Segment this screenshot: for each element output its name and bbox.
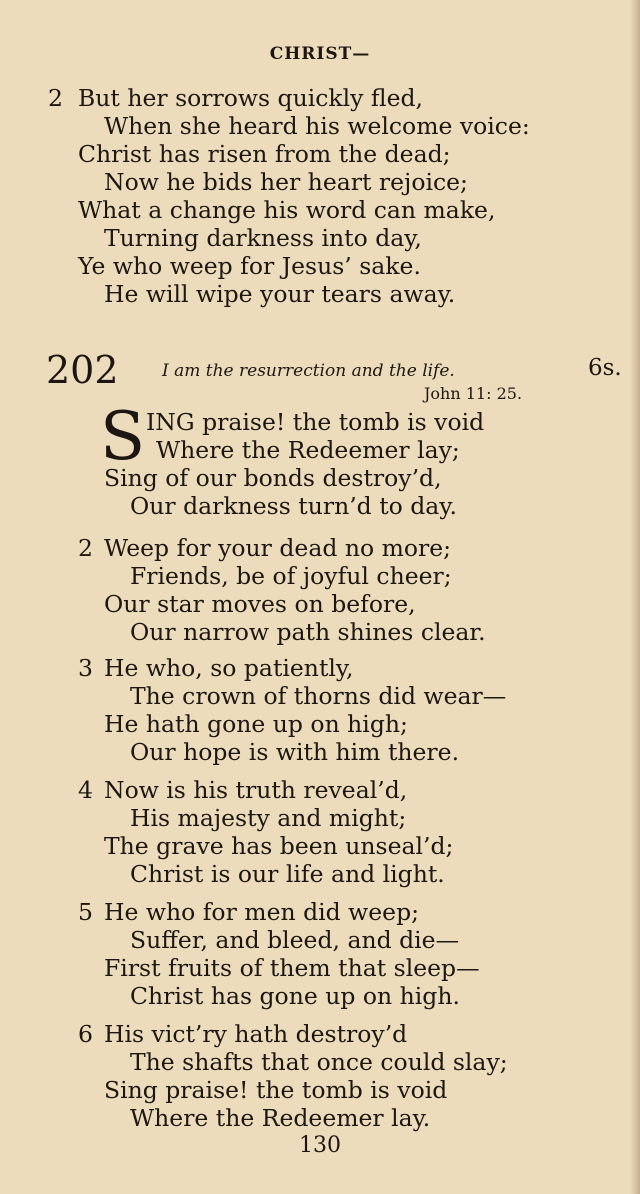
hymn-number: 202 [46,348,119,392]
verse-line: Turning darkness into day, [104,224,422,252]
stanza-number: 6 [78,1020,93,1048]
verse-line: Christ has gone up on high. [130,982,460,1010]
verse-line: When she heard his welcome voice: [104,112,530,140]
verse-line: Christ has risen from the dead; [78,140,451,168]
running-head: CHRIST— [269,44,371,64]
stanza-number: 5 [78,898,93,926]
verse-line: What a change his word can make, [78,196,496,224]
stanza-number: 2 [48,84,63,112]
verse-line: Our star moves on before, [104,590,416,618]
page-number: 130 [299,1133,341,1158]
verse-line: Friends, be of joyful cheer; [130,562,452,590]
verse-line: Our darkness turn’d to day. [130,492,457,520]
verse-line: ING praise! the tomb is void [146,408,485,436]
drop-cap: S [100,398,146,475]
verse-line: Suffer, and bleed, and die— [130,926,460,954]
verse-line: The crown of thorns did wear— [130,682,507,710]
verse-line: The shafts that once could slay; [130,1048,508,1076]
verse-line: Sing of our bonds destroy’d, [104,464,442,492]
verse-line: The grave has been unseal’d; [104,832,454,860]
verse-line: But her sorrows quickly fled, [78,84,423,112]
hymn-meter: 6s. [588,355,622,381]
stanza-number: 3 [78,654,93,682]
verse-line: First fruits of them that sleep— [104,954,480,982]
stanza-number: 2 [78,534,93,562]
verse-line: Now is his truth reveal’d, [104,776,408,804]
verse-line: He will wipe your tears away. [104,280,456,308]
verse-line: Where the Redeemer lay; [156,436,460,464]
verse-line: Our narrow path shines clear. [130,618,486,646]
verse-line: Where the Redeemer lay. [130,1104,431,1132]
page-edge-shadow [630,0,640,1194]
verse-line: Sing praise! the tomb is void [104,1076,448,1104]
verse-line: His vict’ry hath destroy’d [104,1020,408,1048]
hymn-epigraph: I am the resurrection and the life. [162,361,455,381]
verse-line: He who for men did weep; [104,898,420,926]
scripture-reference: John 11: 25. [424,384,523,403]
verse-line: He who, so patiently, [104,654,354,682]
verse-line: Now he bids her heart rejoice; [104,168,468,196]
verse-line: Ye who weep for Jesus’ sake. [78,252,421,280]
stanza-number: 4 [78,776,93,804]
verse-line: He hath gone up on high; [104,710,408,738]
verse-line: Our hope is with him there. [130,738,460,766]
verse-line: Christ is our life and light. [130,860,445,888]
verse-line: His majesty and might; [130,804,407,832]
verse-line: Weep for your dead no more; [104,534,452,562]
